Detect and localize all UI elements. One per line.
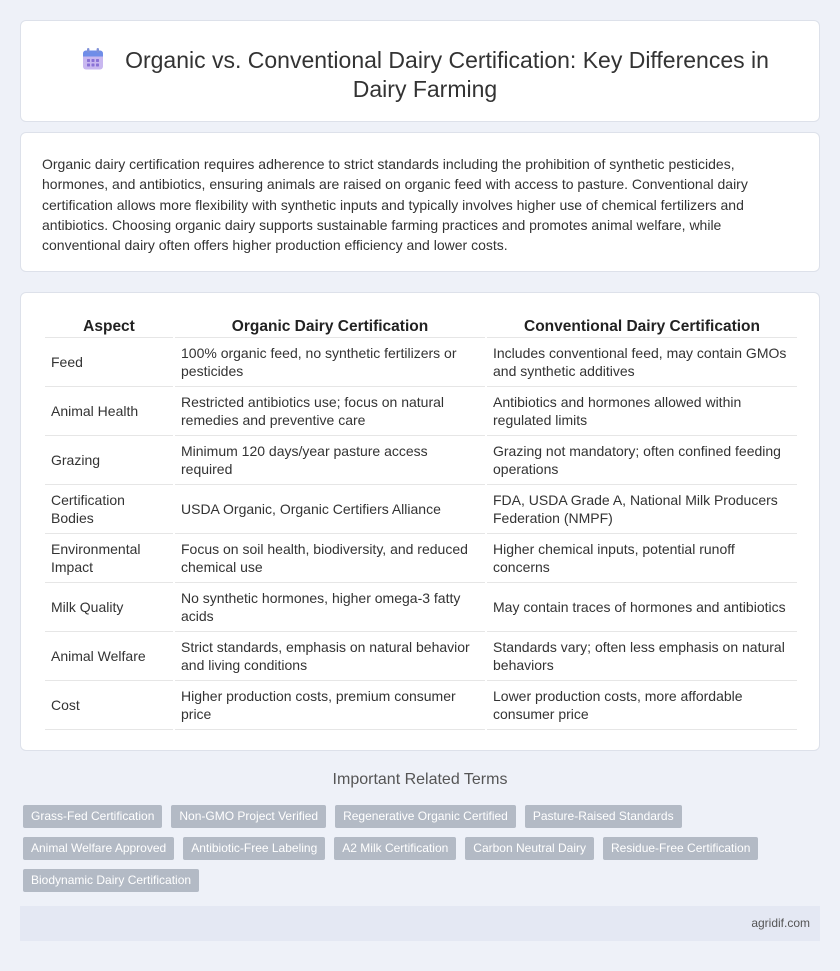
related-term-tag[interactable]: Biodynamic Dairy Certification — [23, 869, 199, 892]
row-aspect: Certification Bodies — [45, 485, 173, 534]
related-term-tag[interactable]: Non-GMO Project Verified — [171, 805, 326, 828]
row-conventional: Grazing not mandatory; often confined feeding operations — [487, 436, 797, 485]
row-organic: 100% organic feed, no synthetic fertilizers or pesticides — [175, 338, 485, 387]
related-terms-list — [23, 805, 783, 892]
row-organic: Strict standards, emphasis on natural behavior and living conditions — [175, 632, 485, 681]
intro-card — [20, 132, 820, 272]
related-term-tag[interactable]: A2 Milk Certification — [334, 837, 456, 860]
table-row — [45, 485, 797, 534]
related-term-tag[interactable]: Animal Welfare Approved — [23, 837, 174, 860]
header-aspect: Aspect — [45, 317, 173, 338]
footer-site-link[interactable]: agridif.com — [751, 916, 810, 930]
row-aspect: Milk Quality — [45, 583, 173, 632]
table-row — [45, 632, 797, 681]
table-header-row — [45, 317, 797, 338]
row-aspect: Feed — [45, 338, 173, 387]
related-terms-title: Important Related Terms — [332, 771, 508, 788]
row-aspect: Grazing — [45, 436, 173, 485]
comparison-table — [43, 317, 799, 730]
row-conventional: May contain traces of hormones and antibiotics — [487, 583, 797, 632]
related-term-tag[interactable]: Grass-Fed Certification — [23, 805, 162, 828]
row-aspect: Animal Health — [45, 387, 173, 436]
related-term-tag[interactable]: Antibiotic-Free Labeling — [183, 837, 325, 860]
table-row — [45, 583, 797, 632]
row-conventional: Antibiotics and hormones allowed within regulated limits — [487, 387, 797, 436]
table-row — [45, 436, 797, 485]
row-conventional: Includes conventional feed, may contain GMOs and synthetic additives — [487, 338, 797, 387]
row-organic: Restricted antibiotics use; focus on natural remedies and preventive care — [175, 387, 485, 436]
table-row — [45, 681, 797, 730]
page-title-wrap — [61, 46, 789, 104]
row-organic: No synthetic hormones, higher omega-3 fatty acids — [175, 583, 485, 632]
page-title: Organic vs. Conventional Dairy Certification: Key Differences in Dairy Farming — [125, 47, 769, 102]
table-row — [45, 338, 797, 387]
row-aspect: Animal Welfare — [45, 632, 173, 681]
related-term-tag[interactable]: Pasture-Raised Standards — [525, 805, 682, 828]
calendar-icon — [81, 47, 105, 71]
row-conventional: Standards vary; often less emphasis on natural behaviors — [487, 632, 797, 681]
header-conventional: Conventional Dairy Certification — [487, 317, 797, 338]
header-organic: Organic Dairy Certification — [175, 317, 485, 338]
table-row — [45, 534, 797, 583]
row-aspect: Environmental Impact — [45, 534, 173, 583]
row-organic: Focus on soil health, biodiversity, and reduced chemical use — [175, 534, 485, 583]
row-conventional: FDA, USDA Grade A, National Milk Producers Federation (NMPF) — [487, 485, 797, 534]
row-organic: Higher production costs, premium consumer price — [175, 681, 485, 730]
related-term-tag[interactable]: Residue-Free Certification — [603, 837, 758, 860]
row-conventional: Higher chemical inputs, potential runoff concerns — [487, 534, 797, 583]
related-term-tag[interactable]: Regenerative Organic Certified — [335, 805, 516, 828]
footer — [20, 906, 820, 941]
comparison-table-card — [20, 292, 820, 751]
header-card — [20, 20, 820, 122]
intro-text: Organic dairy certification requires adherence to strict standards including the prohibition of synthetic pesticides, hormones, and antibiotics, ensuring animals are raised on organic feed with access to pasture. Conventional dairy certification allows more flexibility with synthetic inputs and typically involves higher use of chemical fertilizers and antibiotics. Choosing organic dairy supports sustainable farming practices and promotes animal welfare, while conventional dairy often offers higher production efficiency and lower costs. — [42, 156, 748, 254]
table-row — [45, 387, 797, 436]
row-conventional: Lower production costs, more affordable consumer price — [487, 681, 797, 730]
row-aspect: Cost — [45, 681, 173, 730]
row-organic: USDA Organic, Organic Certifiers Alliance — [175, 485, 485, 534]
row-organic: Minimum 120 days/year pasture access required — [175, 436, 485, 485]
related-term-tag[interactable]: Carbon Neutral Dairy — [465, 837, 594, 860]
